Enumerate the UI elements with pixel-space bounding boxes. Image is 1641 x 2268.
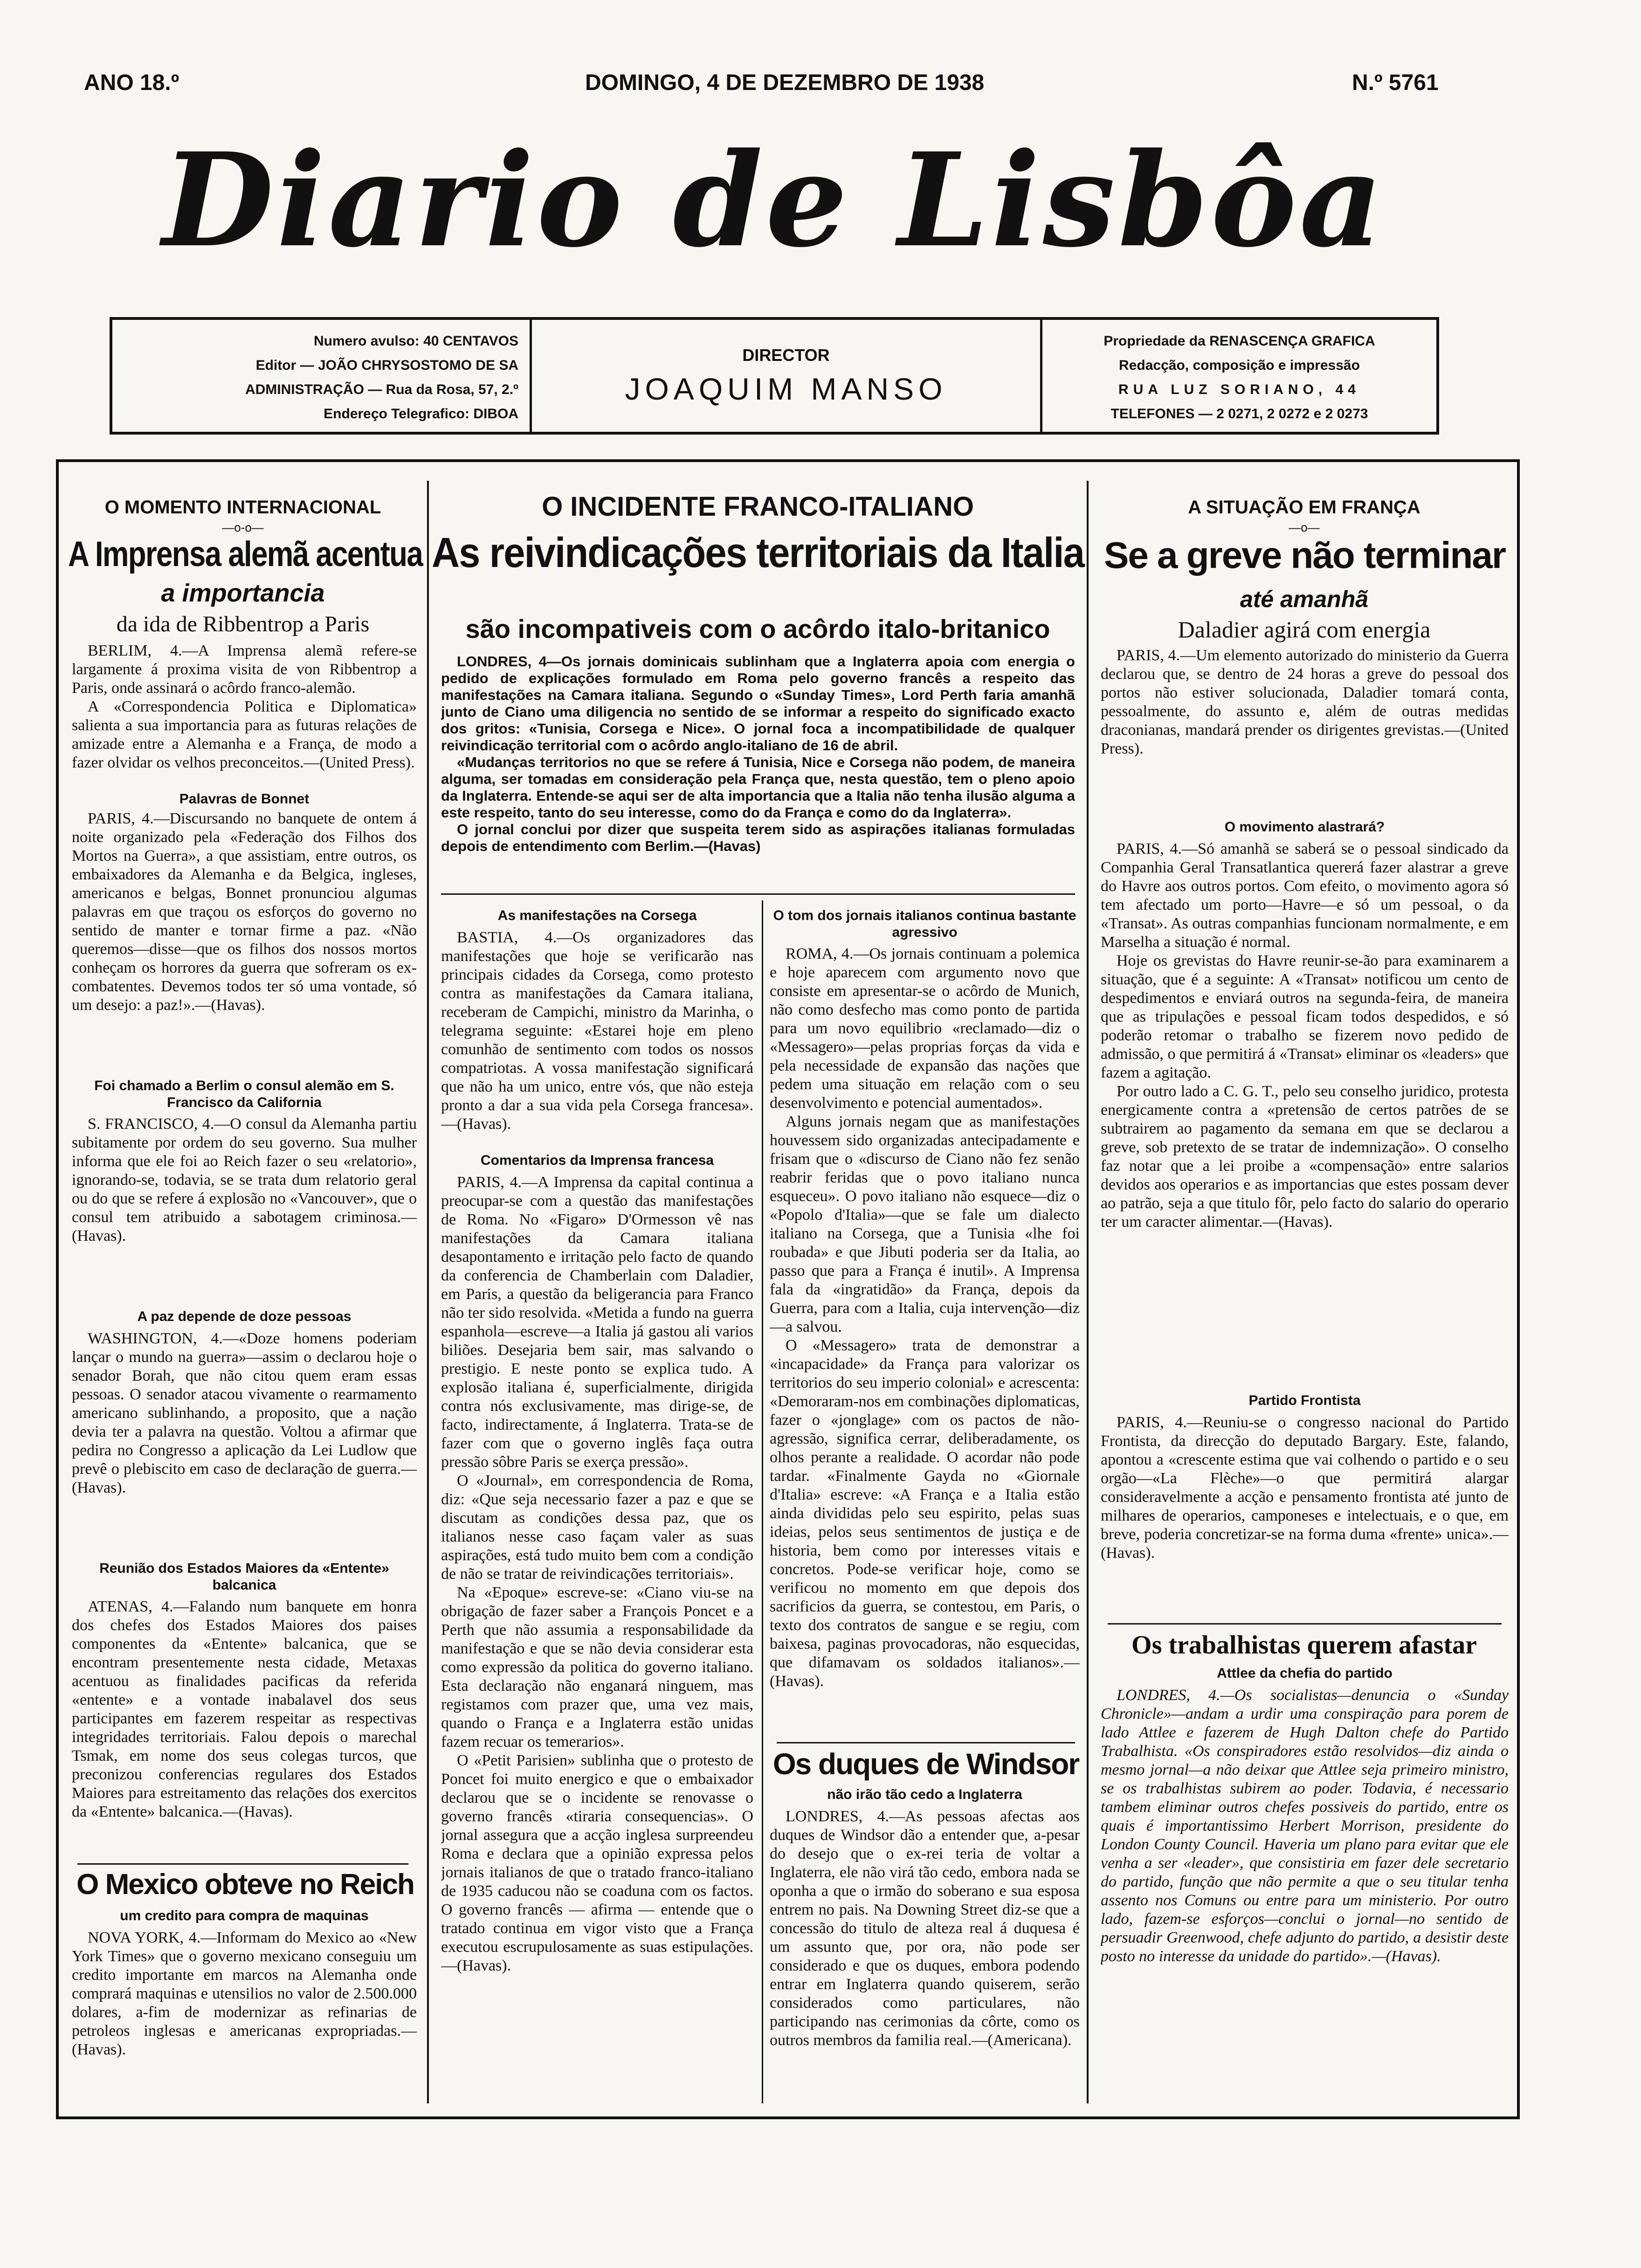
center-section-title: O INCIDENTE FRANCO-ITALIANO — [542, 491, 974, 522]
paragraph: WASHINGTON, 4.—«Doze homens poderiam lançar o mundo na guerra»—assim o declarou hoje o senador Borah, que não citou quem eram essas pessoas. O senador atacou vivamente o rearmamento americano sublinhando, a proposito, que a nação devia ter a palavra na questão. Voltou a afirmar que pedira no Congresso a aplicação da Lei Ludlow que prevê o plebiscito em caso de declaração de guerra.—(Havas). — [72, 1330, 417, 1496]
right-divider — [1108, 1623, 1502, 1625]
paragraph: O «Journal», em correspondencia de Roma, diz: «Que seja necessario fazer a paz e que se discutam as condições dessa paz, que os italianos nesse caso façam valer as suas aspirações, está tudo muito bem com a condição de não se tratar de reivindicações territoriais». — [441, 1472, 753, 1583]
center-subhead-windsor: não irão tão cedo a Inglaterra — [827, 1787, 1022, 1802]
editor-line: Editor — JOÃO CHRYSOSTOMO DE SA — [255, 358, 518, 373]
left-article-1 — [72, 642, 417, 786]
price-line: Numero avulso: 40 CENTAVOS — [314, 333, 518, 349]
center-article-windsor — [770, 1807, 1080, 2103]
right-section-title: A SITUAÇÃO EM FRANÇA — [1188, 497, 1420, 518]
administration-line: ADMINISTRAÇÃO — Rua da Rosa, 57, 2.º — [245, 382, 518, 397]
issue-number: N.º 5761 — [1352, 70, 1439, 95]
left-heading-entente: Reunião dos Estados Maiores da «Entente» balcanica — [99, 1561, 389, 1593]
left-article-2 — [72, 809, 417, 1073]
paragraph: ATENAS, 4.—Falando num banquete em honra dos chefes dos Estados Maiores dos paises componentes da «Entente» balcanica, que se encontram presentemente nesta cidade, Metaxas acentuou as finalidades pacificas da referida «entente» e a vontade inabalavel dos seus participantes em fazerem respeitar as respectivas integridades territoriais. Falou depois o marechal Tsmak, em nome dos seus colegas turcos, que preconizou conferencias regulares dos Estados Maiores para estreitamento das relações dos exercitos da «Entente» balcanica.—(Havas). — [72, 1598, 417, 1820]
front-page — [56, 459, 1520, 2119]
center-article-imprensa — [441, 1173, 753, 2103]
info-right — [1040, 320, 1436, 432]
paragraph: PARIS, 4.—Reuniu-se o congresso nacional do Partido Frontista, da direcção do deputado Bargary. Este, falando, apontou a «crescente estima que vai colhendo o partido e o seu orgão—«La Flèche»—o que permitirá alargar consideravelmente a acção e pensamento frontista até junto de milhares de operarios, camponeses e intelectuais, e o que, em breve, poderia concretizar-se na forma duma «frente» unica».—(Havas). — [1101, 1414, 1509, 1562]
right-article-4 — [1101, 1686, 1509, 2103]
paragraph: Hoje os grevistas do Havre reunir-se-ão para examinarem a situação, que é a seguinte: A «Transat» notificou um cento de despedimentos e enviará outros na segunda-feira, de maneira que as tripulações e pessoal ficam todos despedidos, e só poderão retomar o trabalho se fizerem novo pedido de admissão, o que permitirá á «Transat» eliminar os «leaders» que fazem a agitação. — [1101, 952, 1509, 1081]
center-heading-jornais: O tom dos jornais italianos continua bastante agressivo — [773, 908, 1076, 940]
paragraph: ROMA, 4.—Os jornais continuam a polemica e hoje aparecem com argumento novo que consiste em apresentar-se o acôrdo de Munich, não como desfecho mas como ponto de partida para um novo equilibrio «reclamado—diz o «Messagero»—pelas proprias forças da vida e pela necessidade de expansão das nações que pedem uma situação em relação com o seu desenvolvimento e potencial aumentados». — [770, 945, 1080, 1112]
right-heading-frontista: Partido Frontista — [1248, 1393, 1361, 1408]
left-article-6 — [72, 1929, 417, 2101]
telegraph-line: Endereço Telegrafico: DIBOA — [324, 406, 518, 422]
right-heading-movimento: O movimento alastrará? — [1224, 819, 1385, 835]
right-separator: —o— — [1289, 520, 1320, 534]
right-article-3 — [1101, 1413, 1509, 1618]
paragraph: Alguns jornais negam que as manifestações houvessem sido organizadas antecipadamente e frisam que o «discurso de Ciano não fez senão reabrir feridas que o povo italiano nunca esqueceu». O povo italiano não esquece—diz o «Popolo d'Italia»—que se fale um dialecto italiano na Corsega, que a Tunisia «lhe foi roubada» e que Jibuti poderia ser da Italia, ao passo que para a França é inutil». A Imprensa fala da «ingratidão» da França, depois da Guerra, para com a Italia, cuja intervenção—diz—a salvou. — [770, 1113, 1080, 1335]
paragraph: PARIS, 4.—Um elemento autorizado do ministerio da Guerra declarou que, se dentro de 24 horas a greve do pessoal dos portos não estiver solucionada, Daladier tomará conta, pessoalmente, do assunto e, além de outras medidas draconianas, mandará prender os dirigentes grevistas.—(United Press). — [1101, 647, 1509, 757]
address-line: RUA LUZ SORIANO, 44 — [1118, 382, 1360, 397]
paragraph: Na «Epoque» escreve-se: «Ciano viu-se na obrigação de fazer saber a François Poncet e a Perth que não assumia a responsabilidade da manifestação e que se não devia considerar esta como expressão da politica do governo italiano. Esta declaração não enganará ninguem, mas registamos com prazer que, uma vez mais, quando o França e a Inglaterra estão unidas fazem recuar os temerarios». — [441, 1584, 753, 1750]
paragraph: O «Petit Parisien» sublinha que o protesto de Poncet foi muito energico e que o embaixador declarou que se o incidente se renovasse o governo francês «tiraria consequencias». O jornal assegura que a acção inglesa surpreendeu Roma e declara que a opinião expressa pelos jornais italianos de que o tratado franco-italiano de 1935 caducou não se coaduna com os factos. O governo francês — afirma — entende que o tratado continua em vigor visto que a França executou escrupulosamente as suas estipulações.—(Havas). — [441, 1752, 753, 1974]
director-name: JOAQUIM MANSO — [625, 372, 947, 406]
right-article-1 — [1101, 646, 1509, 814]
left-headline-mexico: O Mexico obteve no Reich — [76, 1868, 414, 1901]
paragraph: BASTIA, 4.—Os organizadores das manifestações que hoje se verificarão nas principais cidades da Corsega, como protesto contra as manifestações da Camara italiana, receberam de Campichi, ministro da Marinha, o telegrama seguinte: «Estarei hoje em pleno comunhão de sentimento com todos os nossos compatriotas. A vossa manifestação significará que não ha um unico, entre vós, que não esteja pronto a dar a sua vida pela Corsega francesa».—(Havas). — [441, 929, 753, 1133]
top-line — [84, 70, 1445, 98]
paragraph: BERLIM, 4.—A Imprensa alemã refere-se largamente á proxima visita de von Ribbentrop a Paris, onde assinará o acôrdo franco-alemão. — [72, 642, 417, 697]
right-subhead-2: Daladier agirá com energia — [1178, 616, 1431, 643]
owner-line: Propriedade da RENASCENÇA GRAFICA — [1103, 333, 1375, 349]
center-subhead: são incompativeis com o acôrdo italo-britanico — [465, 614, 1050, 643]
left-subhead-mexico: um credito para compra de maquinas — [120, 1908, 369, 1923]
center-right-divider — [777, 1742, 1075, 1743]
column-rule-left — [427, 481, 429, 2103]
left-section-title: O MOMENTO INTERNACIONAL — [104, 497, 381, 518]
center-heading-imprensa: Comentarios da Imprensa francesa — [480, 1153, 714, 1168]
paragraph: A «Correspondencia Politica e Diplomatica» salienta a sua importancia para as futuras relações de amizade entre a Alemanha e a França, de modo a fazer olvidar os velhos preconceitos.—(United Press). — [72, 698, 417, 771]
center-lead-article — [441, 653, 1075, 886]
left-heading-bonnet: Palavras de Bonnet — [179, 791, 310, 807]
left-article-5 — [72, 1597, 417, 1859]
left-article-3 — [72, 1115, 417, 1301]
paragraph: LONDRES, 4.—Os socialistas—denuncia o «Sunday Chronicle»—andam a urdir uma conspiração para porem de lado Attlee e fazerem de Hugh Dalton chefe do Partido Trabalhista. «Os conspiradores estão resolvidos—diz ainda o mesmo jornal—a não deixar que Attlee seja primeiro ministro, se os trabalhistas subirem ao poder. Todavia, é necessario tambem eliminar outros chefes possiveis do partido, entre os quais é importantissimo Herbert Morrison, presidente do London County Council. Haveria um plano para evitar que ele venha a ser «leader», que consistiria em fazer dele secretario do partido, função que não permite a que o seu titular tenha assento nos Comuns ou entre para um ministerio. Por outro lado, fazem-se esforços—conclui o jornal—no sentido de persuadir Greenwood, chefe adjunto do partido, a desistir deste posto no interesse da unidade do partido».—(Havas). — [1101, 1687, 1509, 1965]
paragraph: PARIS, 4.—Discursando no banquete de ontem á noite organizado pela «Federação dos Filhos dos Mortos na Guerra», a que assistiam, entre outros, os embaixadores da Alemanha e da Belgica, ingleses, americanos e belgas, Bonnet pronunciou algumas palavras em que traçou os esforços do governo no sentido de manter e tornar firme a paz. «Não queremos—disse—que os filhos dos nossos mortos conheçam os horrores da guerra que sofreram os ex-combatentes. Devemos todos ter só uma vontade, só um desejo: a paz!».—(Havas). — [72, 810, 417, 1014]
paragraph: PARIS, 4.—Só amanhã se saberá se o pessoal sindicado da Companhia Geral Transatlantica quererá fazer alastrar a greve do Havre aos outros portos. Com efeito, o movimento agora só tem afectado um porto—Havre—e só um pessoal, o da «Transat». As outras companhias funcionam normalmente, e em Marselha a situação é normal. — [1101, 840, 1509, 951]
left-subhead: a importancia — [161, 579, 325, 607]
paragraph: PARIS, 4.—A Imprensa da capital continua a preocupar-se com a questão das manifestações de Roma. No «Figaro» D'Ormesson vê nas manifestações da Camara italiana desapontamento e irritação pelo facto de quando da conferencia de Chamberlain com Daladier, em Paris, a questão da beligerancia para Franco não ter sido resolvida. «Metida a fundo na guerra espanhola—escreve—a Italia já gastou ali varios biliões. Desejaria bem sair, mas salvando o prestigio. E neste ponto se explica tudo. A explosão italiana é, superficialmente, dirigida contra nós exclusivamente, mas dirige-se, de facto, indirectamente, á Inglaterra. Trata-se de fazer com que o governo inglês faça outra pressão sôbre Paris se exerça pressão». — [441, 1174, 753, 1471]
info-center — [532, 320, 1040, 432]
column-rule-center — [762, 900, 763, 2103]
center-article-jornais — [770, 945, 1080, 1737]
column-rule-right — [1087, 481, 1089, 2103]
center-headline-windsor: Os duques de Windsor — [772, 1747, 1079, 1781]
right-headline: Se a greve não terminar — [1103, 534, 1506, 576]
center-headline: As reivindicações territoriais da Italia — [432, 530, 1084, 576]
center-heading-corsega: As manifestações na Corsega — [497, 908, 697, 923]
paragraph: O jornal conclui por dizer que suspeita terem sido as aspirações italianas formuladas depois de entendimento com Berlim.—(Havas) — [441, 821, 1075, 854]
paragraph: LONDRES, 4.—As pessoas afectas aos duques de Windsor dão a entender que, a-pesar do desejo que o ex-rei teria de voltar a Inglaterra, ele não virá tão cedo, embora nada se oponha a que o irmão do soberano e sua esposa entrem no pais. Na Downing Street diz-se que a concessão do titulo de alteza real á duquesa é um assunto que, por ora, não pode ser considerado e que os duques, embora podendo entrar em Inglaterra quando quiserem, serão considerados como particulares, não participando nas cerimonias da côrte, como os outros membros da familia real.—(Americana). — [770, 1808, 1080, 2049]
left-separator: —o-o— — [222, 520, 264, 534]
date-label: DOMINGO, 4 DE DEZEMBRO DE 1938 — [585, 70, 985, 95]
right-subhead: até amanhã — [1240, 586, 1369, 612]
right-headline-trabalhistas: Os trabalhistas querem afastar — [1131, 1631, 1477, 1660]
info-left — [112, 320, 532, 432]
right-subhead-trabalhistas: Attlee da chefia do partido — [1217, 1666, 1393, 1681]
right-article-2 — [1101, 840, 1509, 1388]
left-headline: A Imprensa alemã acentua — [68, 534, 423, 574]
left-subhead-2: da ida de Ribbentrop a Paris — [116, 612, 370, 636]
phones-line: TELEFONES — 2 0271, 2 0272 e 2 0273 — [1110, 406, 1368, 422]
paragraph: O «Messagero» trata de demonstrar a «incapacidade» da França para valorizar os territorios do seu imperio colonial» e acrescenta: «Demoraram-nos em combinações diplomaticas, fazer o «jonglage» com os pactos de não-agressão, significa cerrar, deliberadamente, os olhos perante a realidade. O acordar não pode tardar. «Finalmente Gayda no «Giornale d'Italia» escreve: «A França e a Italia estão ainda divididas pelo seu espirito, pelas suas ideias, pelos seus sentimentos de justiça e de historia, bem como por interesses vitais e concretos. Pode-se verificar hoje, como se verificou no momento em que depois dos sacrificios da guerra, se contestou, em Paris, o texto dos contratos de sangue e se regiu, com baixesa, paginas provocadoras, não esquecidas, que difamavam os soldados italianos».—(Havas). — [770, 1337, 1080, 1690]
paragraph: S. FRANCISCO, 4.—O consul da Alemanha partiu subitamente por ordem do seu governo. Sua mulher informa que ele foi ao Reich fazer o seu «relatorio», ignorando-se, todavia, se se trata dum relatorio geral ou do que se refere á explosão no «Vancouver», que o consul tem atribuido a sabotagem criminosa.—(Havas). — [72, 1115, 417, 1245]
left-heading-consul: Foi chamado a Berlim o consul alemão em S. Francisco da California — [94, 1078, 394, 1110]
info-bar — [110, 317, 1439, 435]
left-heading-peace: A paz depende de doze pessoas — [137, 1309, 352, 1324]
left-divider — [77, 1863, 408, 1865]
masthead-title: Diario de Lisbôa — [162, 125, 1386, 276]
director-label: DIRECTOR — [742, 346, 830, 365]
center-divider — [441, 893, 1075, 895]
center-article-corsega — [441, 928, 753, 1148]
year-label: ANO 18.º — [84, 70, 179, 95]
paragraph: «Mudanças territorios no que se refere á Tunisia, Nice e Corsega não podem, de maneira alguma, ser tomadas em consideração pela França que, nesta questão, tem o pleno apoio da Inglaterra. Entende-se aqui ser de alta importancia que a Italia não tenha ilusão alguma a este respeito, tanto do seu interesse, como do da França e como do da Inglaterra». — [441, 754, 1075, 821]
paragraph: NOVA YORK, 4.—Informam do Mexico ao «New York Times» que o governo mexicano conseguiu um credito importante em marcos na Alemanha onde comprará maquinas e utensilios no valor de 2.500.000 dolares, a-fim de modernizar as refinarias de petroleos inglesas e americanas expropriadas.—(Havas). — [72, 1929, 417, 2058]
left-article-4 — [72, 1329, 417, 1556]
paragraph: LONDRES, 4—Os jornais dominicais sublinham que a Inglaterra apoia com energia o pedido de explicações formulado em Roma pelo governo francês a respeito das manifestações na Camara italiana. Segundo o «Sunday Times», Lord Perth faria amanhã junto de Ciano uma diligencia no sentido de se informar a respeito do significado exacto dos gritos: «Tunisia, Corsega e Nice». O jornal foca a incompatibilidade de qualquer reivindicação territorial com o acôrdo anglo-italiano de 16 de abril. — [441, 653, 1075, 754]
production-line: Redacção, composição e impressão — [1119, 358, 1360, 373]
paragraph: Por outro lado a C. G. T., pelo seu conselho juridico, protesta energicamente contra a «pretensão de certos patrões de se subtrairem ao pagamento da semana em que se declarou a greve, sob pretexto de se tratar de indemnização». O conselho faz notar que a lei proibe a «compensação» entre salarios devidos aos operarios e as importancias que estes possam dever ao patrão, seja a que titulo fôr, pelo facto do salario do operario ter um caracter alimentar.—(Havas). — [1101, 1083, 1509, 1231]
